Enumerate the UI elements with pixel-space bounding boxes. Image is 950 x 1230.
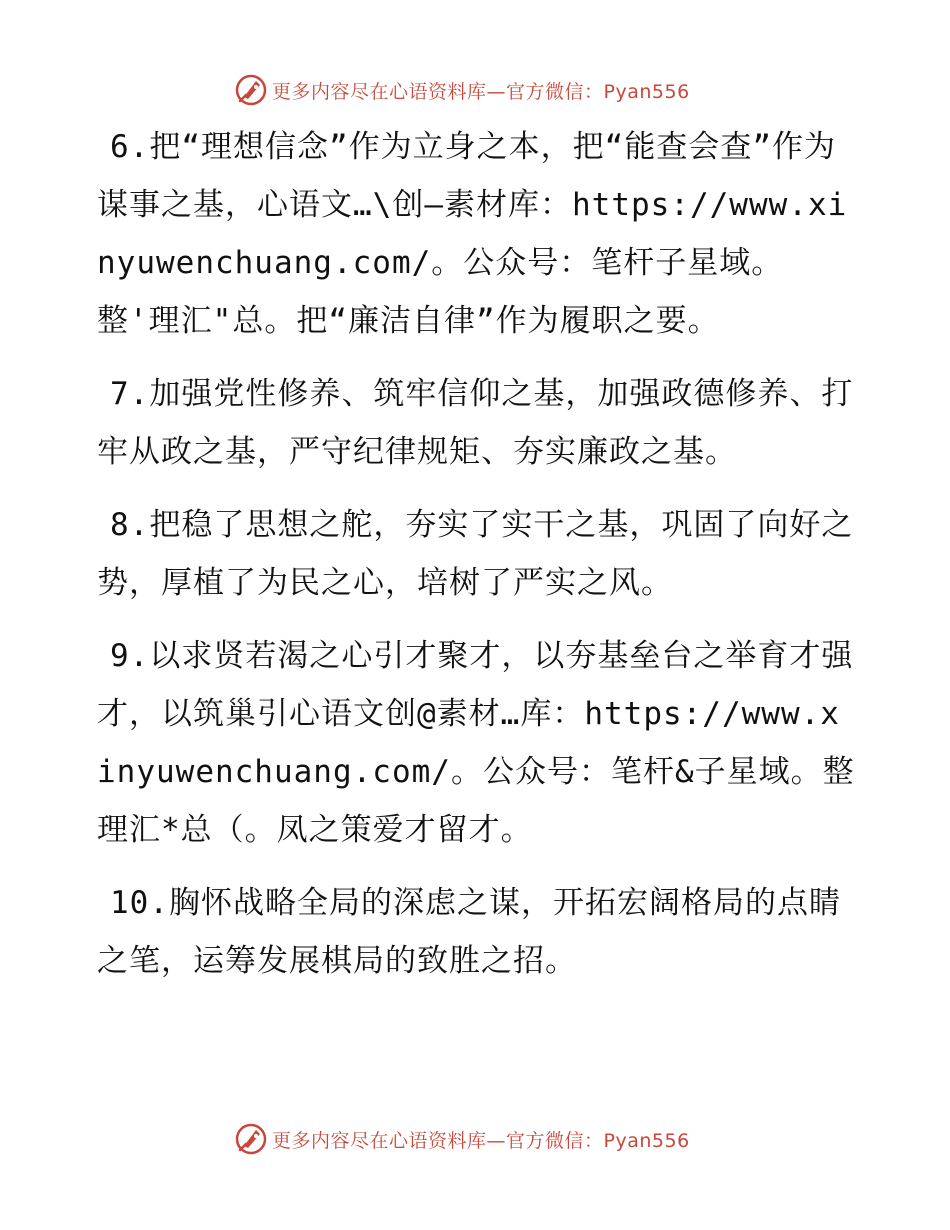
paragraph-8: 8.把稳了思想之舵，夯实了实干之基，巩固了向好之势，厚植了为民之心，培树了严实之风。: [97, 507, 854, 601]
header-banner-label: [272, 77, 690, 104]
footer-banner-label: [272, 1126, 690, 1153]
header-banner-main: 更多内容尽在心语资料库: [272, 80, 487, 103]
footer-watermark-banner: [234, 1121, 690, 1157]
paragraph-6: 6.把“理想信念”作为立身之本，把“能查会查”作为谋事之基，心语文…\创—素材库：https://www.xinyuwenchuang.com/。公众号：笔杆子星域。整'理汇"总。把“廉洁自律”作为履职之要。: [97, 129, 848, 339]
document-body: [97, 118, 857, 1005]
header-watermark-banner: [234, 72, 690, 108]
footer-banner-contact: 官方微信：Pyan556: [506, 1129, 690, 1152]
header-banner-dash: —: [486, 80, 507, 103]
pen-nib-logo-icon: [234, 73, 268, 107]
footer-banner-dash: —: [486, 1129, 507, 1152]
paragraph-10: 10.胸怀战略全局的深虑之谋，开拓宏阔格局的点睛之笔，运筹发展棋局的致胜之招。: [97, 885, 841, 979]
header-banner-contact: 官方微信：Pyan556: [506, 80, 690, 103]
pen-nib-logo-icon: [234, 1122, 268, 1156]
paragraph-7: 7.加强党性修养、筑牢信仰之基，加强政德修养、打牢从政之基，严守纪律规矩、夯实廉政之基。: [97, 376, 854, 470]
footer-banner-main: 更多内容尽在心语资料库: [272, 1129, 487, 1152]
paragraph-9: 9.以求贤若渴之心引才聚才，以夯基垒台之举育才强才，以筑巢引心语文创@素材…库：https://www.xinyuwenchuang.com/。公众号：笔杆&子星域。整理汇*总（。凤之策爱才留才。: [97, 638, 855, 848]
